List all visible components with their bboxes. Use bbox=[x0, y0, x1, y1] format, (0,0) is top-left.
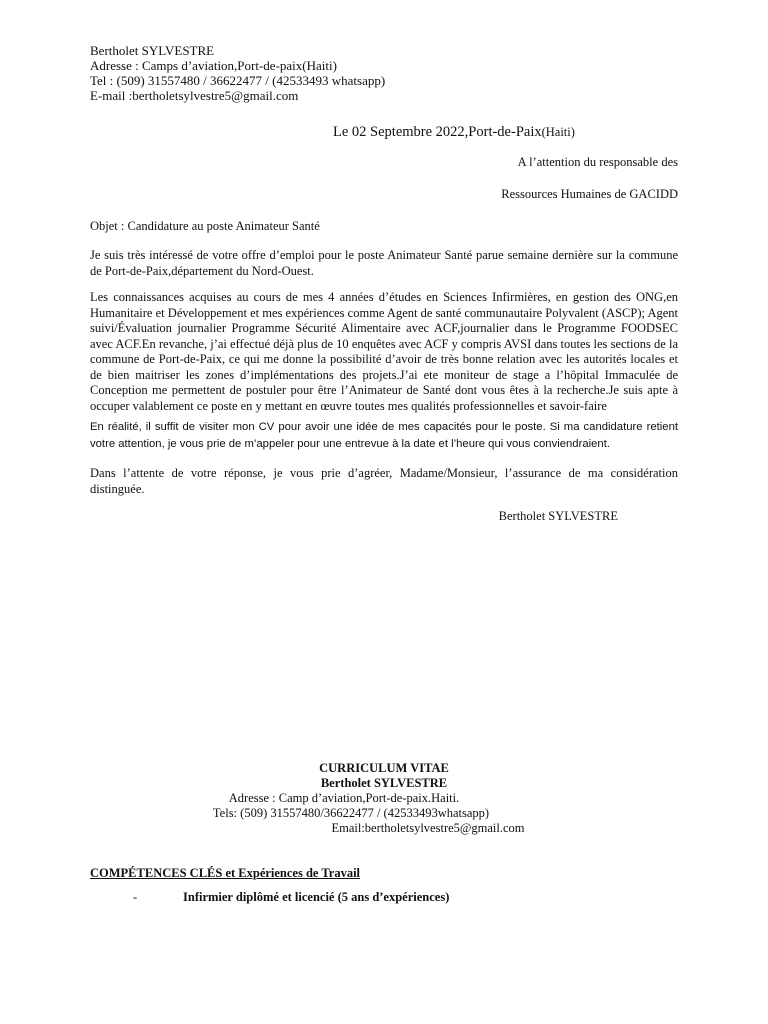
letter-subject: Objet : Candidature au poste Animateur Santé bbox=[90, 219, 320, 233]
letter-date bbox=[333, 124, 575, 141]
sender-tel: Tel : (509) 31557480 / 36622477 / (42533493 whatsapp) bbox=[90, 73, 386, 88]
cv-phones: Tels: (509) 31557480/36622477 / (42533493whatsapp) bbox=[212, 806, 490, 820]
letter-paragraph-experience: Les connaissances acquises au cours de mes 4 années d’études en Sciences Infirmières, en gestion des ONG,en Humanitaire et Développement et mes expériences comme Agent de santé communautaire Polyvalent (ASCP); Agent suivi/Évaluation journalier Programme Sécurité Alimentaire avec ACF,journalier dans le Programme FOODSEC avec ACF.En revanche, j’ai effectué déjà plus de 10 enquêtes avec ACF y compris AVSI dans toutes les sections de la commune de Port-de-Paix, ce qui me donne la possibilité d’avoir de très bonne relation avec les autorités locales et de bien maitriser les zones d’implémentations des projets.J’ai ete moniteur de stage a l’hôpital Immaculée de Conception me permettent de postuler pour être l’Animateur de Santé dont vous êtes à la recherche.Je suis apte à occuper valablement ce poste en y mettant en œuvre toutes mes qualités professionnelles et savoir-faire bbox=[90, 290, 678, 413]
sender-name: Bertholet SYLVESTRE bbox=[90, 43, 215, 58]
attention-line-1: A l’attention du responsable des bbox=[517, 155, 678, 169]
letter-signature: Bertholet SYLVESTRE bbox=[498, 509, 618, 523]
letter-date-suffix: (Haiti) bbox=[541, 125, 575, 139]
letter-paragraph-cv: En réalité, il suffit de visiter mon CV pour avoir une idée de mes capacités pour le poste. Si ma candidature retient votre attention, je vous prie de m’appeler pour une entrevue à la date et l’heure qui vous conviendraient. bbox=[90, 421, 678, 450]
attention-line-2: Ressources Humaines de GACIDD bbox=[501, 187, 678, 201]
sender-address: Adresse : Camps d’aviation,Port-de-paix(Haiti) bbox=[90, 58, 337, 73]
letter-paragraph-closing: Dans l’attente de votre réponse, je vous prie d’agréer, Madame/Monsieur, l’assurance de ma considération distinguée. bbox=[90, 466, 678, 496]
cv-title: CURRICULUM VITAE bbox=[319, 761, 449, 775]
letter-paragraph-intro: Je suis très intéressé de votre offre d’emploi pour le poste Animateur Santé parue semaine dernière sur la commune de Port-de-Paix,département du Nord-Ouest. bbox=[90, 248, 678, 278]
bullet-dash: - bbox=[133, 890, 138, 904]
sender-block bbox=[90, 43, 385, 103]
cv-section-title: COMPÉTENCES CLÉS et Expériences de Travail bbox=[90, 866, 361, 880]
letter-date-main: Le 02 Septembre 2022,Port-de-Paix bbox=[333, 124, 542, 140]
sender-email: E-mail :bertholetsylvestre5@gmail.com bbox=[90, 88, 299, 103]
cv-name: Bertholet SYLVESTRE bbox=[320, 776, 448, 790]
cv-email: Email:bertholetsylvestre5@gmail.com bbox=[331, 821, 525, 835]
cv-address: Adresse : Camp d’aviation,Port-de-paix.Haiti. bbox=[228, 791, 460, 805]
cv-bullet-item: Infirmier diplômé et licencié (5 ans d’expériences) bbox=[183, 890, 450, 904]
cv-email-line bbox=[0, 821, 768, 836]
